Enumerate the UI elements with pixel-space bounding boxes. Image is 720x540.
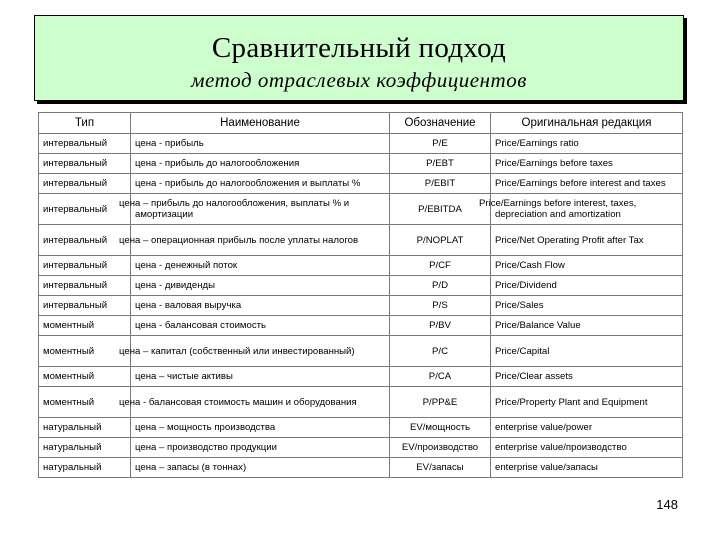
cell-original: Price/Balance Value [491, 316, 683, 336]
cell-name: цена - дивиденды [131, 276, 390, 296]
cell-original: enterprise value/power [491, 418, 683, 438]
cell-original: Price/Sales [491, 296, 683, 316]
cell-original: Price/Clear assets [491, 367, 683, 387]
cell-code: P/PP&E [390, 387, 491, 418]
cell-original: Price/Earnings before taxes [491, 154, 683, 174]
cell-type: интервальный [39, 174, 131, 194]
cell-original: enterprise value/запасы [491, 458, 683, 478]
cell-type: интервальный [39, 296, 131, 316]
cell-original: Price/Net Operating Profit after Tax [491, 225, 683, 256]
cell-name: цена - прибыль до налогообложения и выплаты % [131, 174, 390, 194]
cell-original: Price/Capital [491, 336, 683, 367]
table-row [39, 256, 683, 276]
cell-code: EV/запасы [390, 458, 491, 478]
cell-code: P/D [390, 276, 491, 296]
table-row [39, 225, 683, 256]
table-row [39, 336, 683, 367]
table-row [39, 276, 683, 296]
table-row [39, 194, 683, 225]
table-row [39, 418, 683, 438]
table-header-row [39, 113, 683, 134]
cell-type: моментный [39, 316, 131, 336]
cell-code: P/BV [390, 316, 491, 336]
cell-name: цена - денежный поток [131, 256, 390, 276]
cell-code: P/NOPLAT [390, 225, 491, 256]
cell-code: P/EBITDA [390, 194, 491, 225]
slide-subtitle: метод отраслевых коэффициентов [191, 68, 527, 92]
table-row [39, 296, 683, 316]
table-row [39, 367, 683, 387]
cell-type: натуральный [39, 418, 131, 438]
cell-name: цена – операционная прибыль после уплаты налогов [131, 225, 390, 256]
header-code: Обозначение [390, 113, 491, 134]
cell-original: Price/Dividend [491, 276, 683, 296]
multiples-table [38, 112, 683, 478]
cell-original: Price/Earnings before interest and taxes [491, 174, 683, 194]
table-row [39, 134, 683, 154]
table-row [39, 438, 683, 458]
cell-type: моментный [39, 387, 131, 418]
header-original: Оригинальная редакция [491, 113, 683, 134]
cell-type: моментный [39, 367, 131, 387]
cell-name: цена – производство продукции [131, 438, 390, 458]
cell-original: enterprise value/производство [491, 438, 683, 458]
cell-type: интервальный [39, 256, 131, 276]
cell-code: P/EBT [390, 154, 491, 174]
table-row [39, 174, 683, 194]
cell-type: натуральный [39, 438, 131, 458]
header-type: Тип [39, 113, 131, 134]
cell-name: цена – чистые активы [131, 367, 390, 387]
cell-code: EV/производство [390, 438, 491, 458]
title-box [34, 15, 684, 101]
cell-name: цена - прибыль [131, 134, 390, 154]
cell-original: Price/Earnings before interest, taxes, depreciation and amortization [491, 194, 683, 225]
cell-name: цена – запасы (в тоннах) [131, 458, 390, 478]
cell-name: цена - балансовая стоимость [131, 316, 390, 336]
cell-name: цена – мощность производства [131, 418, 390, 438]
table-row [39, 154, 683, 174]
table-row [39, 387, 683, 418]
cell-code: P/CF [390, 256, 491, 276]
cell-type: интервальный [39, 225, 131, 256]
cell-name: цена – капитал (собственный или инвестированный) [131, 336, 390, 367]
cell-code: P/C [390, 336, 491, 367]
table-row [39, 316, 683, 336]
cell-name: цена - балансовая стоимость машин и оборудования [131, 387, 390, 418]
cell-name: цена - прибыль до налогообложения [131, 154, 390, 174]
cell-original: Price/Property Plant and Equipment [491, 387, 683, 418]
cell-name: цена - валовая выручка [131, 296, 390, 316]
slide-title: Сравнительный подход [211, 32, 507, 64]
cell-type: интервальный [39, 154, 131, 174]
page-number: 148 [656, 497, 678, 512]
cell-type: моментный [39, 336, 131, 367]
cell-type: натуральный [39, 458, 131, 478]
cell-type: интервальный [39, 276, 131, 296]
cell-type: интервальный [39, 194, 131, 225]
cell-code: P/E [390, 134, 491, 154]
cell-code: P/S [390, 296, 491, 316]
header-name: Наименование [131, 113, 390, 134]
cell-code: P/EBIT [390, 174, 491, 194]
cell-code: P/CA [390, 367, 491, 387]
cell-type: интервальный [39, 134, 131, 154]
cell-original: Price/Cash Flow [491, 256, 683, 276]
cell-code: EV/мощность [390, 418, 491, 438]
cell-original: Price/Earnings ratio [491, 134, 683, 154]
cell-name: цена – прибыль до налогообложения, выплаты % и амортизации [131, 194, 390, 225]
table-row [39, 458, 683, 478]
